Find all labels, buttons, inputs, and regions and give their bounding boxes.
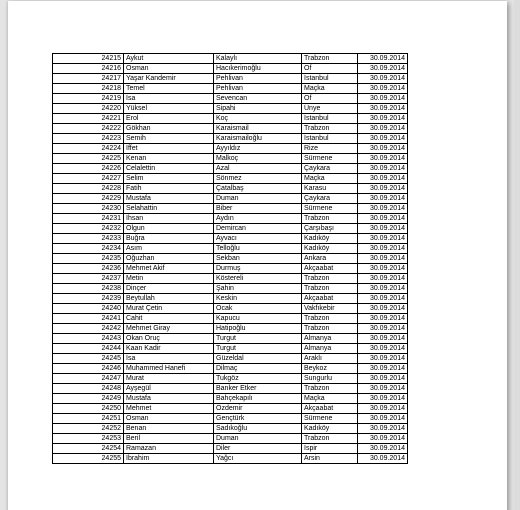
surname-cell: Duman xyxy=(214,194,302,204)
record-number-cell: 24246 xyxy=(53,364,124,374)
first-name-cell: Mustafa xyxy=(124,394,214,404)
record-number-cell: 24219 xyxy=(53,94,124,104)
date-cell: 30.09.2014 xyxy=(358,394,408,404)
table-row xyxy=(53,204,408,214)
place-cell: Trabzon xyxy=(302,314,358,324)
first-name-cell: İbrahim xyxy=(124,454,214,464)
first-name-cell: Metin xyxy=(124,274,214,284)
first-name-cell: Mustafa xyxy=(124,194,214,204)
first-name-cell: Kaan Kadir xyxy=(124,344,214,354)
date-cell: 30.09.2014 xyxy=(358,294,408,304)
surname-cell: Köstereli xyxy=(214,274,302,284)
table-row xyxy=(53,434,408,444)
record-number-cell: 24249 xyxy=(53,394,124,404)
record-number-cell: 24228 xyxy=(53,184,124,194)
date-cell: 30.09.2014 xyxy=(358,54,408,64)
first-name-cell: Erol xyxy=(124,114,214,124)
table-row xyxy=(53,334,408,344)
table-row xyxy=(53,284,408,294)
place-cell: Almanya xyxy=(302,344,358,354)
table-row xyxy=(53,104,408,114)
table-row xyxy=(53,444,408,454)
first-name-cell: İhsan xyxy=(124,214,214,224)
table-row xyxy=(53,294,408,304)
place-cell: Trabzon xyxy=(302,54,358,64)
date-cell: 30.09.2014 xyxy=(358,234,408,244)
table-row xyxy=(53,164,408,174)
surname-cell: Kalaylı xyxy=(214,54,302,64)
record-number-cell: 24226 xyxy=(53,164,124,174)
place-cell: Kadıköy xyxy=(302,424,358,434)
table-row xyxy=(53,224,408,234)
place-cell: Of xyxy=(302,64,358,74)
table-row xyxy=(53,454,408,464)
surname-cell: Sönmez xyxy=(214,174,302,184)
date-cell: 30.09.2014 xyxy=(358,304,408,314)
surname-cell: Sadıkoğlu xyxy=(214,424,302,434)
record-number-cell: 24224 xyxy=(53,144,124,154)
place-cell: Maçka xyxy=(302,84,358,94)
table-row xyxy=(53,214,408,224)
first-name-cell: Okan Oruç xyxy=(124,334,214,344)
surname-cell: Güzeldal xyxy=(214,354,302,364)
record-number-cell: 24218 xyxy=(53,84,124,94)
surname-cell: Demircan xyxy=(214,224,302,234)
table-row xyxy=(53,84,408,94)
place-cell: Trabzon xyxy=(302,284,358,294)
surname-cell: Malkoç xyxy=(214,154,302,164)
record-number-cell: 24254 xyxy=(53,444,124,454)
date-cell: 30.09.2014 xyxy=(358,354,408,364)
record-number-cell: 24235 xyxy=(53,254,124,264)
record-number-cell: 24252 xyxy=(53,424,124,434)
table-row xyxy=(53,264,408,274)
table-row xyxy=(53,54,408,64)
record-number-cell: 24242 xyxy=(53,324,124,334)
place-cell: Trabzon xyxy=(302,124,358,134)
table-row xyxy=(53,394,408,404)
record-number-cell: 24223 xyxy=(53,134,124,144)
place-cell: Beykoz xyxy=(302,364,358,374)
surname-cell: Ayvacı xyxy=(214,234,302,244)
record-number-cell: 24253 xyxy=(53,434,124,444)
surname-cell: Azal xyxy=(214,164,302,174)
first-name-cell: Temel xyxy=(124,84,214,94)
place-cell: Kadıköy xyxy=(302,234,358,244)
date-cell: 30.09.2014 xyxy=(358,204,408,214)
record-number-cell: 24250 xyxy=(53,404,124,414)
surname-cell: Ayyıldız xyxy=(214,144,302,154)
first-name-cell: Yüksel xyxy=(124,104,214,114)
table-row xyxy=(53,424,408,434)
place-cell: Trabzon xyxy=(302,214,358,224)
place-cell: Sungurlu xyxy=(302,374,358,384)
first-name-cell: Benan xyxy=(124,424,214,434)
record-number-cell: 24237 xyxy=(53,274,124,284)
place-cell: İstanbul xyxy=(302,114,358,124)
date-cell: 30.09.2014 xyxy=(358,404,408,414)
record-number-cell: 24229 xyxy=(53,194,124,204)
first-name-cell: Buğra xyxy=(124,234,214,244)
record-number-cell: 24245 xyxy=(53,354,124,364)
table-row xyxy=(53,64,408,74)
record-number-cell: 24241 xyxy=(53,314,124,324)
first-name-cell: Osman xyxy=(124,64,214,74)
records-table-body xyxy=(53,54,408,464)
first-name-cell: Gökhan xyxy=(124,124,214,134)
record-number-cell: 24216 xyxy=(53,64,124,74)
date-cell: 30.09.2014 xyxy=(358,314,408,324)
surname-cell: Koç xyxy=(214,114,302,124)
record-number-cell: 24255 xyxy=(53,454,124,464)
surname-cell: Sipahi xyxy=(214,104,302,114)
place-cell: Trabzon xyxy=(302,274,358,284)
date-cell: 30.09.2014 xyxy=(358,424,408,434)
table-row xyxy=(53,314,408,324)
record-number-cell: 24239 xyxy=(53,294,124,304)
date-cell: 30.09.2014 xyxy=(358,454,408,464)
table-row xyxy=(53,324,408,334)
surname-cell: Hatipoğlu xyxy=(214,324,302,334)
date-cell: 30.09.2014 xyxy=(358,414,408,424)
first-name-cell: Aykut xyxy=(124,54,214,64)
place-cell: Trabzon xyxy=(302,384,358,394)
date-cell: 30.09.2014 xyxy=(358,254,408,264)
date-cell: 30.09.2014 xyxy=(358,364,408,374)
surname-cell: Şahin xyxy=(214,284,302,294)
surname-cell: Gençtürk xyxy=(214,414,302,424)
date-cell: 30.09.2014 xyxy=(358,224,408,234)
surname-cell: Karaismail xyxy=(214,124,302,134)
table-row xyxy=(53,364,408,374)
first-name-cell: Mehmet Akif xyxy=(124,264,214,274)
table-row xyxy=(53,154,408,164)
place-cell: Akçaabat xyxy=(302,264,358,274)
surname-cell: Duman xyxy=(214,434,302,444)
table-row xyxy=(53,344,408,354)
first-name-cell: Murat Çetin xyxy=(124,304,214,314)
table-row xyxy=(53,134,408,144)
scrollbar[interactable] xyxy=(514,0,520,510)
record-number-cell: 24238 xyxy=(53,284,124,294)
surname-cell: Keskin xyxy=(214,294,302,304)
record-number-cell: 24248 xyxy=(53,384,124,394)
date-cell: 30.09.2014 xyxy=(358,94,408,104)
surname-cell: Yağcı xyxy=(214,454,302,464)
first-name-cell: İsa xyxy=(124,94,214,104)
surname-cell: Sevencan xyxy=(214,94,302,104)
record-number-cell: 24234 xyxy=(53,244,124,254)
surname-cell: Karaismailoğlu xyxy=(214,134,302,144)
first-name-cell: Oğuzhan xyxy=(124,254,214,264)
date-cell: 30.09.2014 xyxy=(358,184,408,194)
record-number-cell: 24230 xyxy=(53,204,124,214)
first-name-cell: Selahattin xyxy=(124,204,214,214)
place-cell: Of xyxy=(302,94,358,104)
date-cell: 30.09.2014 xyxy=(358,124,408,134)
table-row xyxy=(53,414,408,424)
date-cell: 30.09.2014 xyxy=(358,84,408,94)
surname-cell: Pehlivan xyxy=(214,84,302,94)
place-cell: Rize xyxy=(302,144,358,154)
date-cell: 30.09.2014 xyxy=(358,264,408,274)
date-cell: 30.09.2014 xyxy=(358,324,408,334)
table-row xyxy=(53,274,408,284)
table-row xyxy=(53,174,408,184)
place-cell: İstanbul xyxy=(302,134,358,144)
place-cell: Sürmene xyxy=(302,414,358,424)
date-cell: 30.09.2014 xyxy=(358,74,408,84)
table-row xyxy=(53,114,408,124)
date-cell: 30.09.2014 xyxy=(358,114,408,124)
place-cell: Ünye xyxy=(302,104,358,114)
record-number-cell: 24215 xyxy=(53,54,124,64)
place-cell: Maçka xyxy=(302,174,358,184)
surname-cell: Pehlivan xyxy=(214,74,302,84)
first-name-cell: Asım xyxy=(124,244,214,254)
first-name-cell: Dinçer xyxy=(124,284,214,294)
record-number-cell: 24232 xyxy=(53,224,124,234)
first-name-cell: Murat xyxy=(124,374,214,384)
surname-cell: Banker Etker xyxy=(214,384,302,394)
surname-cell: Dilmaç xyxy=(214,364,302,374)
date-cell: 30.09.2014 xyxy=(358,164,408,174)
table-row xyxy=(53,194,408,204)
first-name-cell: Cahit xyxy=(124,314,214,324)
surname-cell: Turgut xyxy=(214,334,302,344)
record-number-cell: 24222 xyxy=(53,124,124,134)
surname-cell: Hacıkerimoğlu xyxy=(214,64,302,74)
date-cell: 30.09.2014 xyxy=(358,444,408,454)
first-name-cell: Kenan xyxy=(124,154,214,164)
place-cell: Çaykara xyxy=(302,164,358,174)
record-number-cell: 24221 xyxy=(53,114,124,124)
place-cell: Arsin xyxy=(302,454,358,464)
surname-cell: Turgut xyxy=(214,344,302,354)
first-name-cell: İffet xyxy=(124,144,214,154)
first-name-cell: İsa xyxy=(124,354,214,364)
record-number-cell: 24225 xyxy=(53,154,124,164)
table-row xyxy=(53,384,408,394)
date-cell: 30.09.2014 xyxy=(358,374,408,384)
surname-cell: Çatalbaş xyxy=(214,184,302,194)
place-cell: Sürmene xyxy=(302,204,358,214)
record-number-cell: 24251 xyxy=(53,414,124,424)
first-name-cell: Ayşegül xyxy=(124,384,214,394)
date-cell: 30.09.2014 xyxy=(358,434,408,444)
record-number-cell: 24243 xyxy=(53,334,124,344)
record-number-cell: 24236 xyxy=(53,264,124,274)
date-cell: 30.09.2014 xyxy=(358,144,408,154)
first-name-cell: Beytullah xyxy=(124,294,214,304)
surname-cell: Biber xyxy=(214,204,302,214)
first-name-cell: Mehmet Giray xyxy=(124,324,214,334)
date-cell: 30.09.2014 xyxy=(358,244,408,254)
first-name-cell: Ramazan xyxy=(124,444,214,454)
date-cell: 30.09.2014 xyxy=(358,174,408,184)
surname-cell: Sekban xyxy=(214,254,302,264)
place-cell: Çaykara xyxy=(302,194,358,204)
place-cell: Karasu xyxy=(302,184,358,194)
place-cell: İspir xyxy=(302,444,358,454)
first-name-cell: Olgun xyxy=(124,224,214,234)
place-cell: İstanbul xyxy=(302,74,358,84)
first-name-cell: Fatih xyxy=(124,184,214,194)
first-name-cell: Semih xyxy=(124,134,214,144)
record-number-cell: 24244 xyxy=(53,344,124,354)
table-row xyxy=(53,124,408,134)
surname-cell: Özdemir xyxy=(214,404,302,414)
place-cell: Trabzon xyxy=(302,434,358,444)
place-cell: Maçka xyxy=(302,394,358,404)
date-cell: 30.09.2014 xyxy=(358,214,408,224)
first-name-cell: Osman xyxy=(124,414,214,424)
date-cell: 30.09.2014 xyxy=(358,274,408,284)
first-name-cell: Yaşar Kandemir xyxy=(124,74,214,84)
table-row xyxy=(53,304,408,314)
date-cell: 30.09.2014 xyxy=(358,134,408,144)
record-number-cell: 24217 xyxy=(53,74,124,84)
table-row xyxy=(53,74,408,84)
place-cell: Almanya xyxy=(302,334,358,344)
record-number-cell: 24233 xyxy=(53,234,124,244)
table-row xyxy=(53,234,408,244)
date-cell: 30.09.2014 xyxy=(358,194,408,204)
surname-cell: Durmuş xyxy=(214,264,302,274)
surname-cell: Diler xyxy=(214,444,302,454)
surname-cell: Kapucu xyxy=(214,314,302,324)
place-cell: Sürmene xyxy=(302,154,358,164)
date-cell: 30.09.2014 xyxy=(358,344,408,354)
table-row xyxy=(53,184,408,194)
first-name-cell: Celalettin xyxy=(124,164,214,174)
place-cell: Vakfıkebir xyxy=(302,304,358,314)
first-name-cell: Mehmet xyxy=(124,404,214,414)
place-cell: Araklı xyxy=(302,354,358,364)
surname-cell: Telloğlu xyxy=(214,244,302,254)
table-row xyxy=(53,144,408,154)
table-row xyxy=(53,94,408,104)
record-number-cell: 24220 xyxy=(53,104,124,114)
date-cell: 30.09.2014 xyxy=(358,334,408,344)
table-row xyxy=(53,354,408,364)
place-cell: Kadıköy xyxy=(302,244,358,254)
place-cell: Akçaabat xyxy=(302,294,358,304)
record-number-cell: 24240 xyxy=(53,304,124,314)
place-cell: Trabzon xyxy=(302,324,358,334)
surname-cell: Tukgöz xyxy=(214,374,302,384)
date-cell: 30.09.2014 xyxy=(358,104,408,114)
record-number-cell: 24227 xyxy=(53,174,124,184)
document-page xyxy=(8,1,507,510)
table-row xyxy=(53,404,408,414)
table-row xyxy=(53,254,408,264)
place-cell: Akçaabat xyxy=(302,404,358,414)
record-number-cell: 24247 xyxy=(53,374,124,384)
table-row xyxy=(53,244,408,254)
table-row xyxy=(53,374,408,384)
first-name-cell: Beril xyxy=(124,434,214,444)
surname-cell: Ocak xyxy=(214,304,302,314)
place-cell: Çarşıbaşı xyxy=(302,224,358,234)
date-cell: 30.09.2014 xyxy=(358,64,408,74)
records-table xyxy=(52,53,408,464)
record-number-cell: 24231 xyxy=(53,214,124,224)
date-cell: 30.09.2014 xyxy=(358,384,408,394)
date-cell: 30.09.2014 xyxy=(358,284,408,294)
surname-cell: Aydın xyxy=(214,214,302,224)
place-cell: Ankara xyxy=(302,254,358,264)
first-name-cell: Selim xyxy=(124,174,214,184)
surname-cell: Bahçekapılı xyxy=(214,394,302,404)
first-name-cell: Muhammed Hanefi xyxy=(124,364,214,374)
date-cell: 30.09.2014 xyxy=(358,154,408,164)
